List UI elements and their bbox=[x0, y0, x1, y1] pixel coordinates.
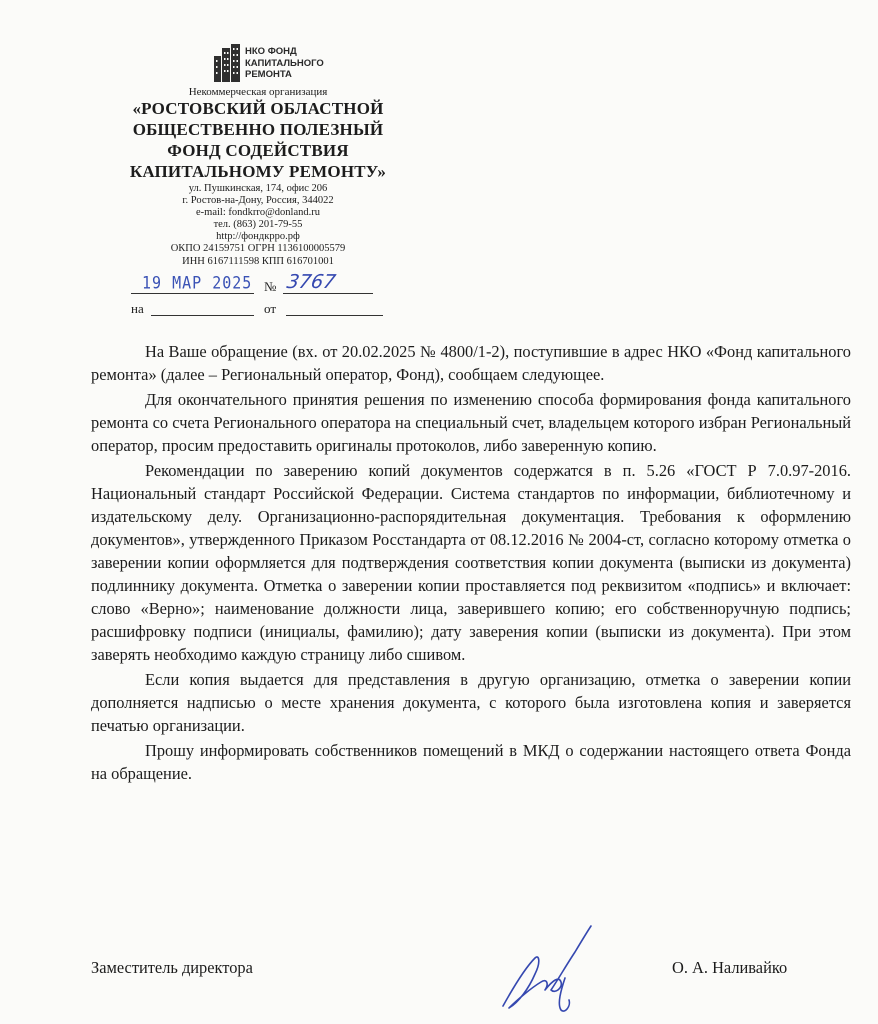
fund-logo bbox=[213, 44, 323, 84]
paragraph: На Ваше обращение (вх. от 20.02.2025 № 4800/1-2), поступившие в адрес НКО «Фонд капитального ремонта» (далее – Региональный оператор, Фонд), сообщаем следующее. bbox=[91, 342, 851, 384]
logo-line: РЕМОНТА bbox=[245, 69, 292, 80]
email: e-mail: fondkrro@donland.ru bbox=[196, 207, 320, 219]
contact-details bbox=[100, 183, 416, 268]
reply-to-from-label: от bbox=[264, 301, 277, 316]
org-name-line: «РОСТОВСКИЙ ОБЛАСТНОЙ bbox=[132, 99, 384, 118]
letter-body bbox=[91, 340, 851, 785]
paragraph: Прошу информировать собственников помещений в МКД о содержании настоящего ответа Фонда на обращение. bbox=[91, 741, 851, 783]
inn-kpp: ИНН 6167111598 КПП 616701001 bbox=[182, 255, 334, 267]
date-stamp: 19 MAP 2025 bbox=[142, 272, 253, 294]
paragraph: Если копия выдается для представления в другую организацию, отметка о заверении копии дополняется надписью о месте хранения документа, с которого была изготовлена копия и заверяется печатью организации. bbox=[91, 670, 851, 735]
reg-number-label: № bbox=[264, 279, 277, 294]
reply-to-from-line bbox=[286, 301, 383, 320]
handwritten-signature bbox=[495, 918, 605, 1018]
building-logo-icon bbox=[213, 44, 243, 82]
paragraph: Для окончательного принятия решения по изменению способа формирования фонда капитального ремонта со счета Регионального оператора на специальный счет, владельцем которого избран Региональный оператор, просим предоставить оригиналы протоколов, либо заверенную копию. bbox=[91, 390, 851, 455]
logo-line: КАПИТАЛЬНОГО bbox=[245, 57, 324, 69]
address-street: ул. Пушкинская, 174, офис 206 bbox=[188, 183, 328, 194]
logo-caption bbox=[245, 46, 325, 81]
org-name-line: КАПИТАЛЬНОМУ РЕМОНТУ» bbox=[129, 162, 387, 181]
reg-date-line bbox=[131, 279, 254, 298]
address-city: г. Ростов-на-Дону, Россия, 344022 bbox=[182, 195, 334, 207]
org-name bbox=[100, 98, 416, 182]
phone: тел. (863) 201-79-55 bbox=[213, 219, 303, 231]
signatory-position: Заместитель директора bbox=[91, 958, 253, 977]
website: http://фондкрро.рф bbox=[216, 231, 300, 243]
signatory-name: О. А. Наливайко bbox=[672, 958, 788, 977]
reply-to-on-label: на bbox=[131, 301, 144, 316]
paragraph: Рекомендации по заверению копий документов содержатся в п. 5.26 «ГОСТ Р 7.0.97-2016. Национальный стандарт Российской Федерации. Система стандартов по информации, библиотечному и издательскому делу. Организационно-распорядительная документация. Требования к оформлению документов», утвержденного Приказом Росстандарта от 08.12.2016 № 2004-ст, согласно которому отметка о заверении копии оформляется для подтверждения соответствия копии документа (выписки из документа) подлиннику документа. Отметка о заверении копии проставляется под реквизитом «подпись» и включает: слово «Верно»; наименование должности лица, заверившего копию; его собственноручную подпись; расшифровку подписи (инициалы, фамилию); дату заверения копии (выписки из документа). При этом заверять необходимо каждую страницу либо сшивом. bbox=[91, 461, 851, 664]
logo-line: НКО ФОНД bbox=[245, 46, 297, 57]
org-name-line: ОБЩЕСТВЕННО ПОЛЕЗНЫЙ bbox=[132, 120, 384, 139]
okpo-ogrn: ОКПО 24159751 ОГРН 1136100005579 bbox=[170, 243, 346, 255]
org-type: Некоммерческая организация bbox=[188, 86, 328, 98]
org-name-line: ФОНД СОДЕЙСТВИЯ bbox=[167, 141, 349, 160]
handwritten-number: 3767 bbox=[285, 271, 338, 293]
reply-to-on-line bbox=[151, 301, 254, 320]
